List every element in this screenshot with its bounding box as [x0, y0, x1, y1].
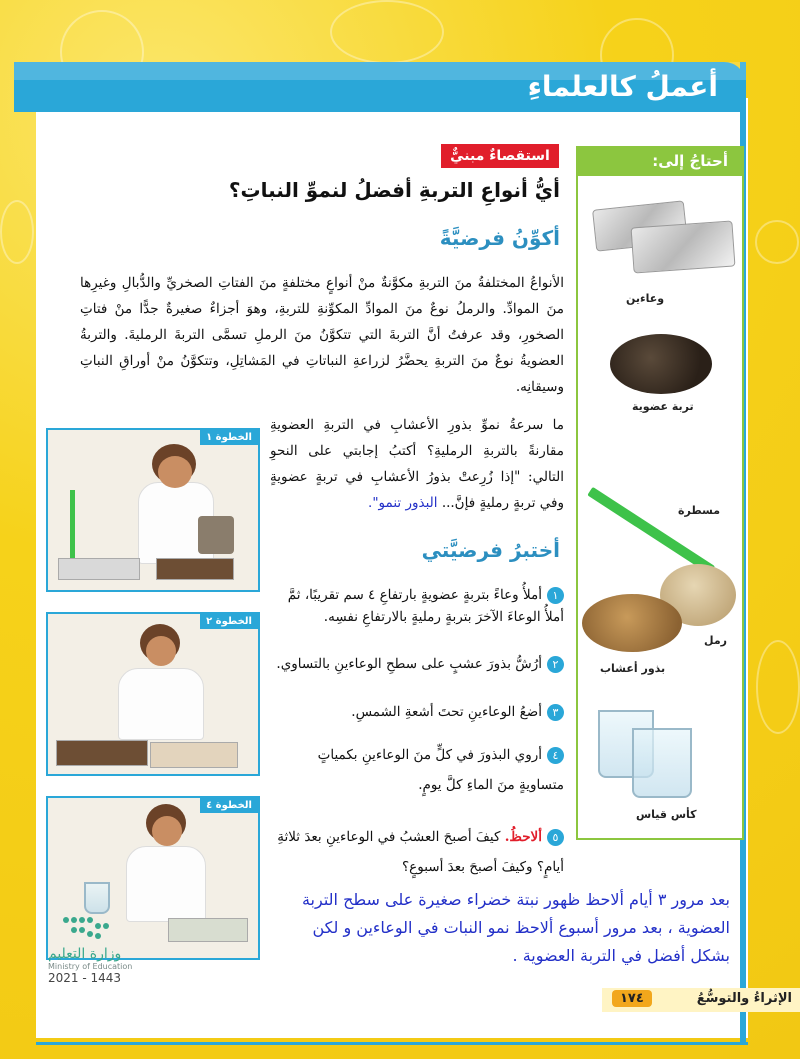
ministry-logo — [48, 912, 168, 985]
ministry-year: 2021 - 1443 — [48, 971, 122, 985]
measuring-cup-icon — [84, 882, 110, 914]
decor-bubble — [755, 220, 799, 264]
materials-heading: أحتاجُ إلى: — [576, 146, 742, 176]
step-tag: الخطوة ٤ — [200, 798, 258, 813]
ministry-emblem-icon — [48, 912, 128, 942]
page-bottom-border — [36, 1042, 748, 1045]
material-label: تربة عضوية — [632, 400, 694, 413]
step-item: ٣أضعُ الوعاءينِ تحتَ أشعةِ الشمسِ. — [270, 704, 564, 721]
material-label: مسطرة — [678, 504, 721, 517]
page-title: أعملُ كالعلماءِ — [527, 70, 718, 103]
footer-section: الإثراءُ والتوسُّعُ — [696, 991, 792, 1006]
ministry-arabic: وزارة التعليم — [48, 946, 122, 962]
seeds-icon — [582, 594, 682, 652]
step-tag: الخطوة ٢ — [200, 614, 258, 629]
hypothesis-paragraph: الأنواعُ المختلفةُ منَ التربةِ مكوَّنةٌ منْ أنواعٍ مختلفةٍ منَ الفتاتِ الصخريِّ والدُّبالِ وغيرِها منَ الموادِّ. والرملُ نوعٌ منَ الموادِّ المكوِّنةِ للتربةِ، وهوَ أجزاءٌ صغيرةٌ جدًّا منْ فتاتِ الصخورِ، وقد عرفتُ أنَّ التربةَ التي تتكوَّنُ منَ الرملِ تسمَّى التربةَ الرمليةَ. والتربةُ العضويةُ نوعٌ منَ التربةِ يحضَّرُ لزراعةِ النباتاتِ في المَشاتِلِ، وتتكوَّنُ منْ أوراقِ النباتِ وسيقانِه. — [80, 275, 564, 395]
page-number: ١٧٤ — [612, 990, 652, 1007]
decor-bubble — [756, 640, 800, 734]
material-label: كأس قياس — [636, 808, 697, 821]
step-photo-2 — [46, 612, 260, 776]
step-item: ١أملأُ وعاءً بتربةٍ عضويةٍ بارتفاعِ ٤ سم تقريبًا، ثمَّ أملأُ الوعاءَ الآخرَ بتربةٍ رمليةٍ بالارتفاعِ نفسِه. — [287, 587, 564, 625]
tray-icon — [631, 220, 736, 273]
decor-bubble — [330, 0, 444, 64]
measuring-cup-icon — [632, 728, 692, 798]
ministry-english: Ministry of Education — [48, 962, 133, 971]
step-item: ٥ألاحظُ. كيفَ أصبحَ العشبُ في الوعاءينِ بعدَ ثلاثةِ أيامٍ؟ وكيفَ أصبحَ بعدَ أسبوعٍ؟ — [277, 829, 564, 875]
material-label: بذور أعشاب — [600, 662, 666, 675]
page-footer — [602, 988, 800, 1012]
inquiry-badge: استقصاءٌ مبنيٌّ — [441, 144, 559, 168]
step-photo-1 — [46, 428, 260, 592]
handwritten-hypothesis: البذور تنمو". — [368, 495, 438, 511]
soil-container — [198, 516, 234, 554]
step-tag: الخطوة ١ — [200, 430, 258, 445]
decor-bubble — [0, 200, 34, 264]
material-label: وعاءين — [626, 292, 665, 305]
hypothesis-prompt: ما سرعةُ نموِّ بذورِ الأعشابِ في التربةِ العضويةِ مقارنةً بالتربةِ الرمليةِ؟ أكتبُ إجابتي على النحوِ التالي: "إذا زُرِعتْ بذورُ الأعشابِ في تربةٍ عضويةٍ وفي تربةٍ رمليةٍ فإنَّ... البذور تنمو". — [270, 417, 564, 511]
question-heading: أيُّ أنواعِ التربةِ أفضلُ لنموِّ النباتِ؟ — [228, 178, 560, 202]
title-bar — [14, 62, 746, 112]
test-heading: أختبرُ فرضيَّتي — [421, 538, 560, 562]
hypothesis-heading: أكوِّنُ فرضيَّةً — [439, 226, 560, 250]
step-item: ٢أرُشُّ بذورَ عشبٍ على سطحِ الوعاءينِ بالتساوي. — [270, 656, 564, 673]
material-label: رمل — [704, 634, 727, 647]
soil-icon — [610, 334, 712, 394]
handwritten-answer: بعد مرور ٣ أيام ألاحظ ظهور نبتة خضراء صغيرة على سطح التربة العضوية ، بعد مرور أسبوع ألاحظ نمو النبات في الوعاءين و لكن بشكل أفضل في التربة العضوية . — [301, 890, 730, 965]
step-item: ٤أروي البذورَ في كلٍّ منَ الوعاءينِ بكمياتٍ متساويةٍ منَ الماءِ كلَّ يومٍ. — [317, 747, 564, 793]
